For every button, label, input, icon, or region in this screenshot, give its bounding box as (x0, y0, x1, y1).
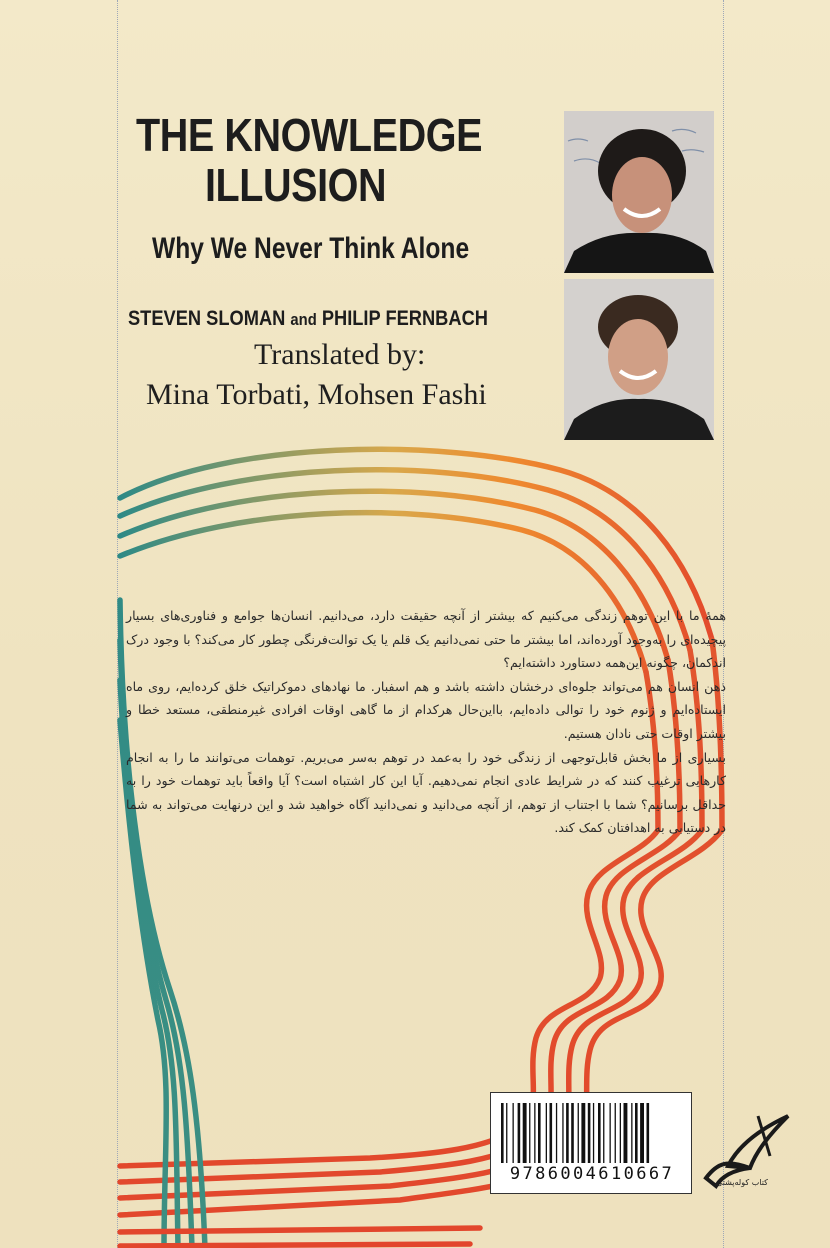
isbn-digits: 9786004610667 (509, 1164, 675, 1184)
barcode-bars (499, 1103, 685, 1163)
publisher-name: کتاب کوله‌پشتی (716, 1178, 768, 1187)
translated-by-label: Translated by: (254, 338, 426, 371)
blurb-paragraph-1: همهٔ ما با این توهم زندگی می‌کنیم که بیشتر از آنچه حقیقت دارد، می‌دانیم. انسان‌ها جوامع و فناوری‌های بسیار پیچیده‌ای را به‌وجود آورده‌اند، اما بیشتر ما حتی نمی‌دانیم یک قلم یا یک توالت‌فرنگی چطور کار می‌کند؟ با وجود درک اندکمان، چگونه این‌همه دستاورد داشته‌ایم؟ (126, 608, 726, 671)
blurb-paragraph-2: ذهن انسان هم می‌تواند جلوه‌ای درخشان داشته باشد و هم اسفبار. ما نهادهای دموکراتیک خلق کرده‌ایم، روی ماه ایستاده‌ایم و ژنوم خود را توالی داده‌ایم، بااین‌حال هرکدام از ما گاهی اوقات افرادی غیرمنطقی، مستعد خطا و بیشتر اوقات حتی نادان هستیم. (126, 678, 726, 741)
blurb-paragraph-3: بسیاری از ما بخش قابل‌توجهی از زندگی خود را به‌عمد در توهم به‌سر می‌بریم. توهمات می‌توانند ما را به انجام کارهایی ترغیب کنند که در شرایط عادی انجام نمی‌دهیم. آیا این کار اشتباه است؟ آیا واقعاً باید توهمات خود را به حداقل برسانیم؟ شما با اجتناب از توهم، از آنچه می‌دانید و نمی‌دانید آگاه خواهید شد و این درنهایت می‌تواند به شما در دستیابی به اهدافتان کمک کند. (126, 749, 726, 836)
book-subtitle: Why We Never Think Alone (152, 232, 470, 265)
author-philip-fernbach: PHILIP FERNBACH (321, 307, 488, 330)
author-joiner: and (290, 310, 317, 329)
author-steven-sloman: STEVEN SLOMAN (128, 307, 286, 330)
author-line (128, 307, 488, 331)
back-cover-blurb (126, 604, 726, 840)
translator-names: Mina Torbati, Mohsen Fashi (146, 378, 487, 411)
book-title-line-2: ILLUSION (205, 159, 387, 211)
isbn-barcode (490, 1092, 692, 1194)
book-title-line-1: THE KNOWLEDGE (136, 109, 483, 161)
author-photo-steven-sloman (564, 111, 714, 273)
author-photo-philip-fernbach (564, 279, 714, 440)
